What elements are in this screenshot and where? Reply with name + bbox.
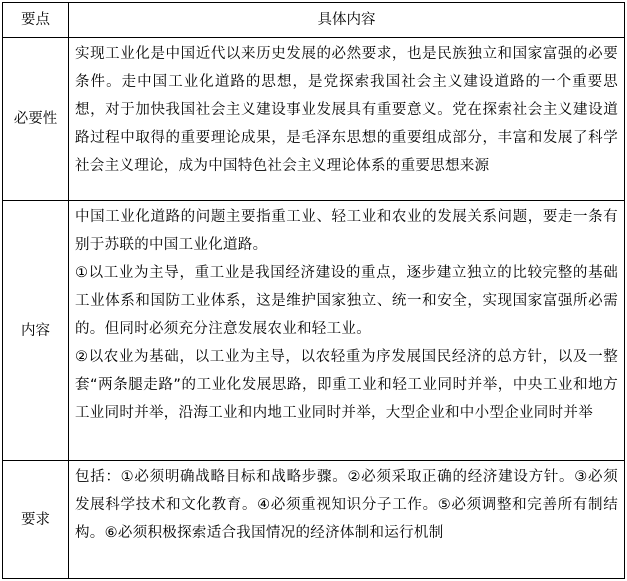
row-body-necessity [69,38,625,201]
row-key-necessity: 必要性 [3,38,69,201]
content-paragraph-intro: 中国工业化道路的问题主要指重工业、轻工业和农业的发展关系问题，要走一条有别于苏联的中国工业化道路。 [75,209,618,253]
table-row-requirements [3,461,625,579]
requirements-paragraph: 包括：①必须明确战略目标和战略步骤。②必须采取正确的经济建设方针。③必须发展科学技术和文化教育。④必须重视知识分子工作。⑤必须调整和完善所有制结构。⑥必须积极探索适合我国情况的经济体制和运行机制 [75,469,618,541]
table-row-content [3,201,625,461]
content-paragraph-1: ①以工业为主导，重工业是我国经济建设的重点，逐步建立独立的比较完整的基础工业体系和国防工业体系，这是维护国家独立、统一和安全，实现国家富强所必需的。但同时必须充分注意发展农业和轻工业。 [75,265,618,337]
row-body-content [69,201,625,461]
content-paragraph-2: ②以农业为基础，以工业为主导，以农轻重为序发展国民经济的总方针，以及一整套“两条腿走路”的工业化发展思路，即重工业和轻工业同时并举，中央工业和地方工业同时并举，沿海工业和内地工业同时并举，大型企业和中小型企业同时并举 [75,349,618,421]
necessity-paragraph: 实现工业化是中国近代以来历史发展的必然要求，也是民族独立和国家富强的必要条件。走中国工业化道路的思想，是党探索我国社会主义建设道路的一个重要思想，对于加快我国社会主义建设事业发展具有重要意义。党在探索社会主义建设道路过程中取得的重要理论成果，是毛泽东思想的重要组成部分，丰富和发展了科学社会主义理论，成为中国特色社会主义理论体系的重要思想来源 [75,46,618,174]
content-table [2,2,625,579]
header-content-cell: 具体内容 [69,3,625,38]
table-row-necessity [3,38,625,201]
row-body-requirements [69,461,625,579]
row-key-content: 内容 [3,201,69,461]
header-key-cell: 要点 [3,3,69,38]
row-key-requirements: 要求 [3,461,69,579]
table-header-row [3,3,625,38]
